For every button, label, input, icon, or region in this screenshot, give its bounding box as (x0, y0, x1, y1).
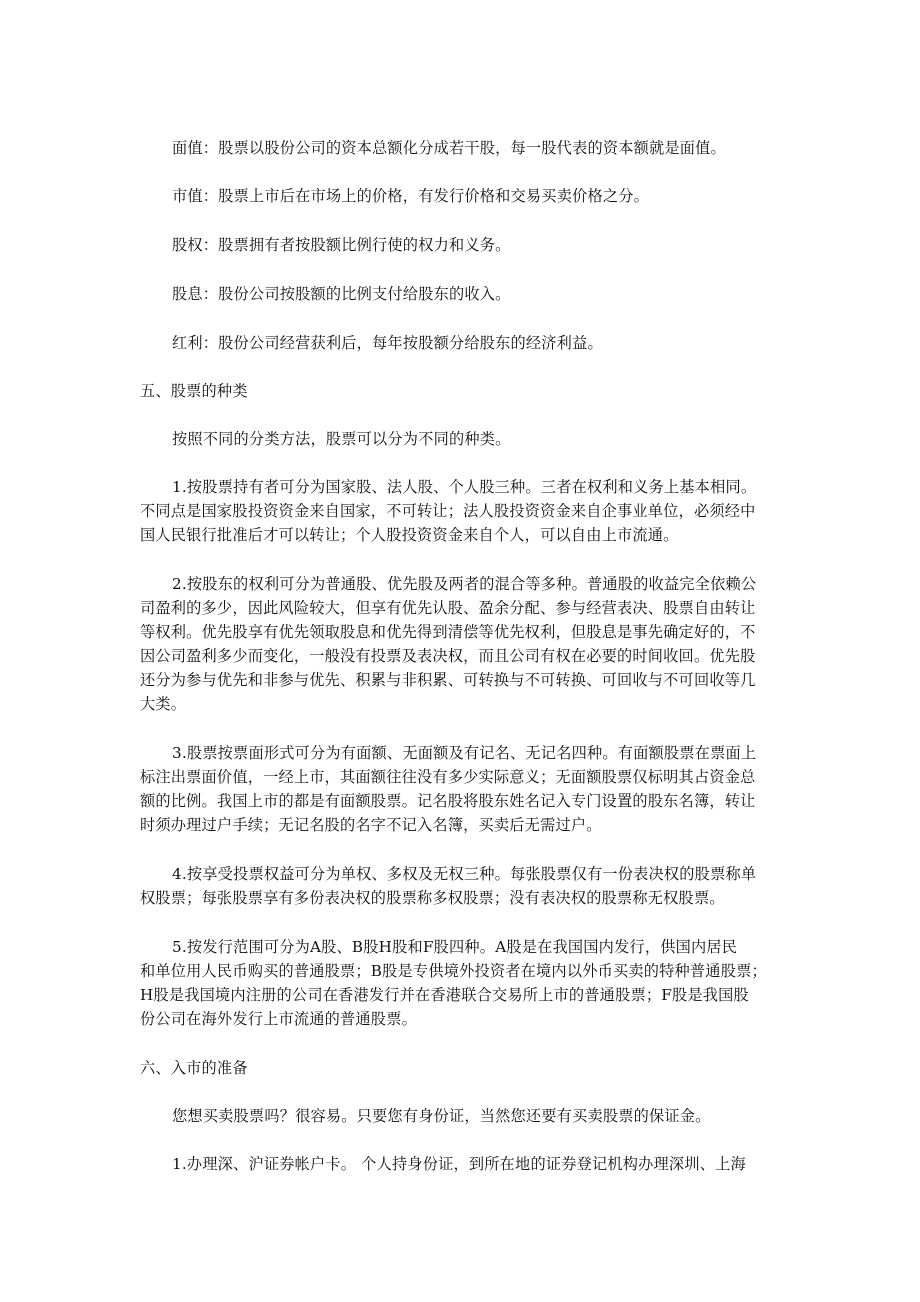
account-card-step: 1.办理深、沪证券帐户卡。 个人持身份证，到所在地的证券登记机构办理深圳、上海 (172, 1155, 746, 1173)
paragraph-1-line-1: 1.按股票持有者可分为国家股、法人股、个人股三种。三者在权利和义务上基本相同。 (172, 478, 757, 496)
paragraph-3-line-2: 标注出票面价值，一经上市，其面额往往没有多少实际意义；无面额股票仅标明其占资金总 (140, 768, 756, 786)
definition-equity: 股权：股票拥有者按股额比例行使的权力和义务。 (172, 236, 511, 254)
paragraph-2-line-3: 等权利。优先股享有优先领取股息和优先得到清偿等优先权利，但股息是事先确定好的，不 (140, 623, 756, 641)
paragraph-4-line-1: 4.按享受投票权益可分为单权、多权及无权三种。每张股票仅有一份表决权的股票称单 (172, 865, 757, 883)
paragraph-1-line-2: 不同点是国家股投资资金来自国家，不可转让；法人股投资资金来自企事业单位，必须经中 (140, 502, 756, 520)
paragraph-5-line-1: 5.按发行范围可分为A股、B股H股和F股四种。A股是在我国国内发行，供国内居民 (172, 938, 738, 956)
paragraph-5-line-2: 和单位用人民币购买的普通股票；B股是专供境外投资者在境内以外币买卖的特种普通股票； (140, 962, 767, 980)
paragraph-5-line-3: H股是我国境内注册的公司在香港发行并在香港联合交易所上市的普通股票；F股是我国股 (140, 986, 749, 1004)
paragraph-2-line-2: 司盈利的多少，因此风险较大，但享有优先认股、盈余分配、参与经营表决、股票自由转让 (140, 599, 756, 617)
paragraph-5-line-4: 份公司在海外发行上市流通的普通股票。 (140, 1010, 417, 1028)
paragraph-2-line-5: 还分为参与优先和非参与优先、积累与非积累、可转换与不可转换、可回收与不可回收等几 (140, 671, 756, 689)
market-preparation-intro: 您想买卖股票吗？很容易。只要您有身份证，当然您还要有买卖股票的保证金。 (172, 1107, 711, 1125)
paragraph-2-line-6: 大类。 (140, 695, 187, 713)
paragraph-3-line-1: 3.股票按票面形式可分为有面额、无面额及有记名、无记名四种。有面额股票在票面上 (172, 744, 757, 762)
section-heading-market-preparation: 六、入市的准备 (140, 1059, 248, 1077)
paragraph-2-line-1: 2.按股东的权利可分为普通股、优先股及两者的混合等多种。普通股的收益完全依赖公 (172, 575, 757, 593)
paragraph-4-line-2: 权股票；每张股票享有多份表决权的股票称多权股票；没有表决权的股票称无权股票。 (140, 889, 725, 907)
paragraph-1-line-3: 国人民银行批准后才可以转让；个人股投资资金来自个人，可以自由上市流通。 (140, 526, 679, 544)
paragraph-2-line-4: 因公司盈利多少而变化，一般没有投票及表决权，而且公司有权在必要的时间收回。优先股 (140, 647, 756, 665)
definition-dividend-interest: 股息：股份公司按股额的比例支付给股东的收入。 (172, 285, 511, 303)
paragraph-3-line-3: 额的比例。我国上市的都是有面额股票。记名股将股东姓名记入专门设置的股东名簿，转让 (140, 792, 756, 810)
stock-types-intro: 按照不同的分类方法，股票可以分为不同的种类。 (172, 430, 511, 448)
definition-market-value: 市值：股票上市后在市场上的价格，有发行价格和交易买卖价格之分。 (172, 187, 650, 205)
definition-face-value: 面值：股票以股份公司的资本总额化分成若干股，每一股代表的资本额就是面值。 (172, 139, 726, 157)
definition-bonus: 红利：股份公司经营获利后，每年按股额分给股东的经济利益。 (172, 334, 603, 352)
section-heading-stock-types: 五、股票的种类 (140, 382, 248, 400)
paragraph-3-line-4: 时须办理过户手续；无记名股的名字不记入名簿，买卖后无需过户。 (140, 816, 602, 834)
